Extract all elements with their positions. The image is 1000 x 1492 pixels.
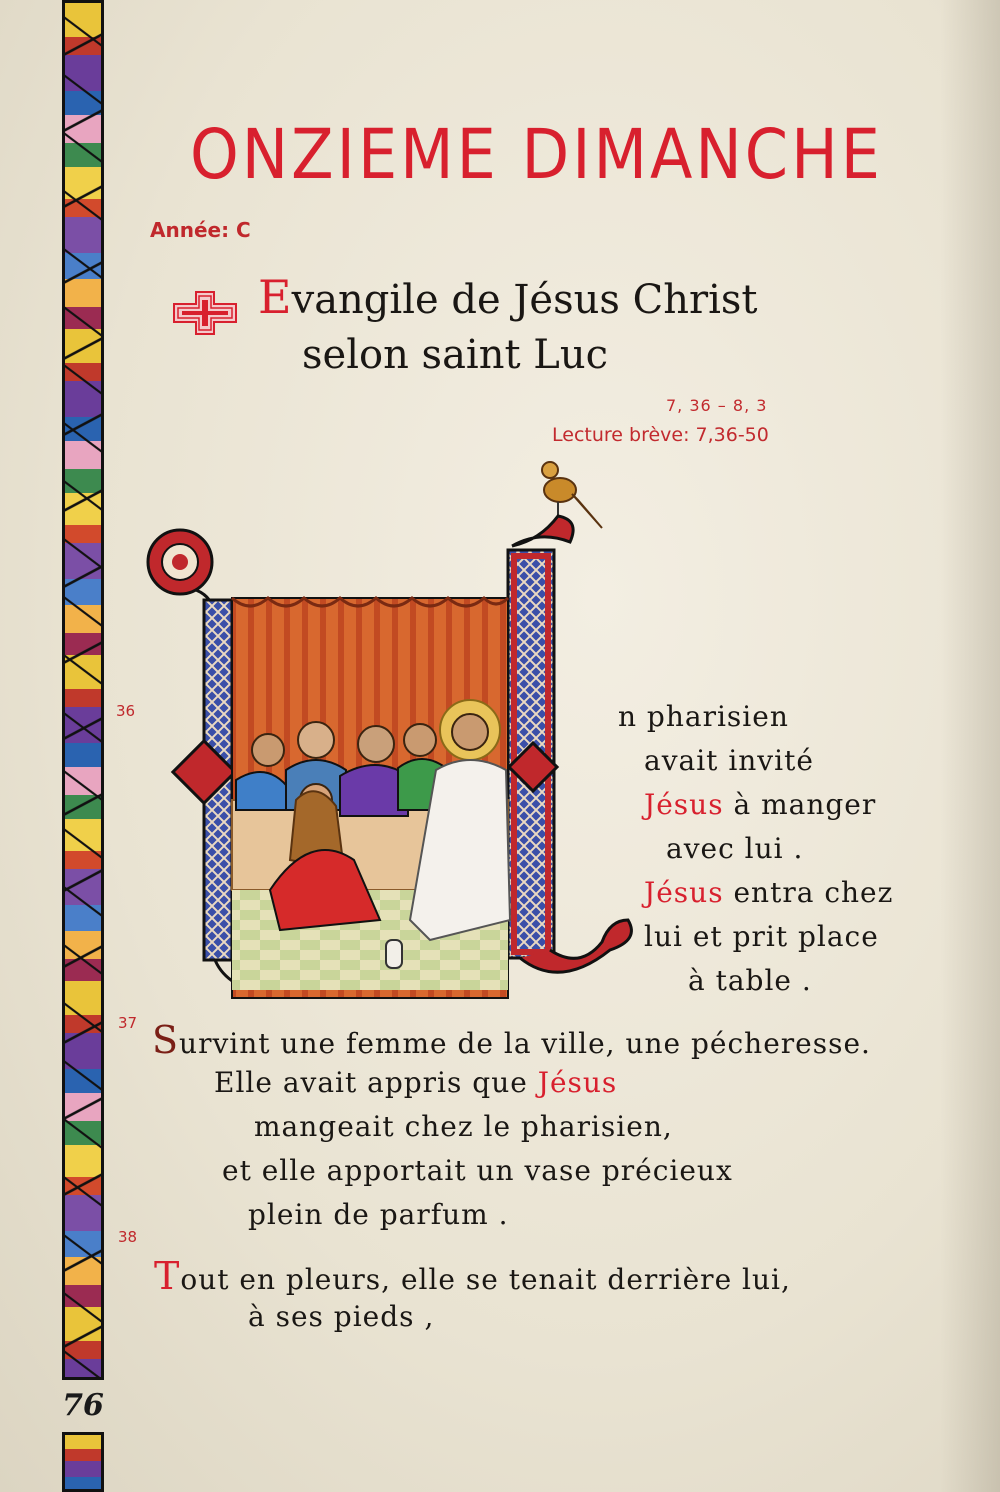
v37-line2 — [214, 1066, 617, 1099]
v36-line7: à table . — [688, 964, 812, 997]
v38-line2: à ses pieds , — [248, 1300, 435, 1333]
v38-line1-text: out en pleurs, elle se tenait derrière lui, — [180, 1263, 791, 1296]
jesus-name: Jésus — [537, 1066, 618, 1099]
v36-line2: avait invité — [644, 744, 814, 777]
v36-line5 — [644, 876, 893, 909]
v37-line4: et elle apportait un vase précieux — [222, 1154, 733, 1187]
verse-number-37: 37 — [118, 1014, 138, 1032]
v36-line3 — [644, 788, 876, 821]
stained-glass-border-bottom — [62, 1432, 104, 1492]
bird-icon — [542, 462, 602, 528]
illuminated-initial-u — [140, 450, 640, 1010]
page-number: 76 — [62, 1388, 104, 1423]
short-reading-reference: Lecture brève: 7,36-50 — [552, 424, 769, 446]
v37-initial: S — [152, 1018, 180, 1062]
v37-line2-text: Elle avait appris que — [214, 1066, 538, 1099]
gospel-heading-text: vangile de Jésus Christ — [291, 277, 758, 323]
gospel-initial: E — [258, 270, 292, 324]
v37-line3: mangeait chez le pharisien, — [254, 1110, 673, 1143]
v36-line1: n pharisien — [618, 700, 789, 733]
v38-initial: T — [154, 1254, 181, 1298]
scripture-reference: 7, 36 – 8, 3 — [666, 396, 768, 415]
v37-line1-text: urvint une femme de la ville, une pécheresse. — [179, 1027, 871, 1060]
stained-glass-border — [62, 0, 104, 1380]
v36-line3-text: à manger — [723, 788, 877, 821]
v36-line5-text: entra chez — [723, 876, 894, 909]
v38-line1 — [154, 1254, 791, 1298]
jesus-name: Jésus — [644, 876, 724, 909]
v37-line1 — [152, 1018, 871, 1062]
gospel-heading-line2: selon saint Luc — [302, 332, 608, 378]
verse-number-38: 38 — [118, 1228, 138, 1246]
v36-line6: lui et prit place — [644, 920, 879, 953]
v36-line4: avec lui . — [666, 832, 804, 865]
jesus-name: Jésus — [644, 788, 724, 821]
page-edge-shadow — [940, 0, 1000, 1492]
liturgical-year-label: Année: C — [150, 218, 251, 242]
page-title: ONZIEME DIMANCHE — [190, 114, 883, 195]
cross-icon — [172, 290, 238, 336]
verse-number-36: 36 — [116, 702, 136, 720]
gospel-heading-line1 — [258, 270, 758, 324]
v37-line5: plein de parfum . — [248, 1198, 509, 1231]
